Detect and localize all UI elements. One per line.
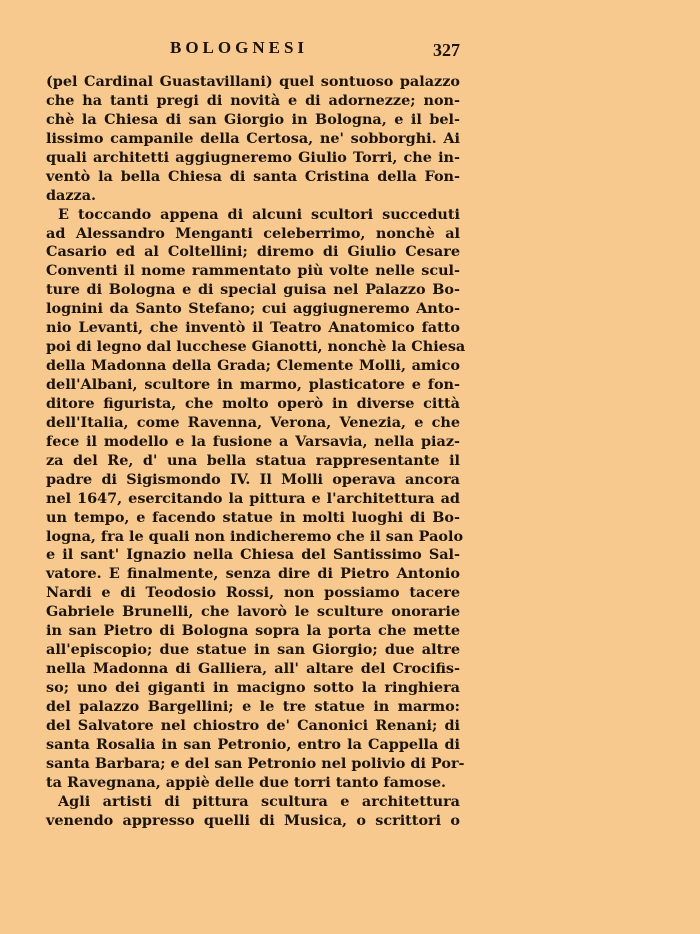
text-line: all'episcopio; due statue in san Giorgio; due altre <box>46 641 460 659</box>
text-line: della Madonna della Grada; Clemente Molli, amico <box>46 357 460 375</box>
body-text <box>46 73 466 831</box>
text-line: ventò la bella Chiesa di santa Cristina della Fon- <box>46 167 460 185</box>
text-line: nella Madonna di Galliera, all' altare del Crocifis- <box>46 660 460 678</box>
text-line: poi di legno dal lucchese Gianotti, nonchè la Chiesa <box>46 338 466 356</box>
text-line: fece il modello e la fusione a Varsavia, nella piaz- <box>46 432 460 450</box>
text-line: e il sant' Ignazio nella Chiesa del Santissimo Sal- <box>46 546 460 564</box>
text-line: dell'Albani, scultore in marmo, plasticatore e fon- <box>46 376 460 393</box>
text-line: padre di Sigismondo IV. Il Molli operava ancora <box>46 470 460 488</box>
text-line: so; uno dei giganti in macigno sotto la ringhiera <box>46 679 460 696</box>
text-line: ture di Bologna e di special guisa nel Palazzo Bo- <box>46 281 460 299</box>
text-line: Nardi e di Teodosio Rossi, non possiamo tacere <box>46 584 460 602</box>
text-line: Gabriele Brunelli, che lavorò le sculture onorarie <box>46 603 460 621</box>
text-line: Conventi il nome rammentato più volte nelle scul- <box>46 262 460 280</box>
text-line: nio Levanti, che inventò il Teatro Anatomico fatto <box>46 319 460 337</box>
text-line: E toccando appena di alcuni scultori succeduti <box>58 205 460 223</box>
text-line: (pel Cardinal Guastavillani) quel sontuoso palazzo <box>46 73 460 90</box>
page-header <box>46 38 460 64</box>
text-line: un tempo, e facendo statue in molti luoghi di Bo- <box>46 508 460 526</box>
text-line: che ha tanti pregi di novità e di adornezze; non- <box>46 91 460 109</box>
running-title: BOLOGNESI <box>170 38 309 57</box>
text-line: santa Barbara; e del san Petronio nel polivio di Por- <box>46 754 465 772</box>
text-line: ta Ravegnana, appiè delle due torri tanto famose. <box>46 773 447 791</box>
text-line: lissimo campanile della Certosa, ne' sobborghi. Ai <box>46 129 460 147</box>
text-line: logna, fra le quali non indicheremo che il san Paolo <box>46 527 464 545</box>
text-line: santa Rosalia in san Petronio, entro la Cappella di <box>46 735 460 753</box>
text-line: chè la Chiesa di san Giorgio in Bologna, e il bel- <box>46 110 460 128</box>
text-line: vatore. E finalmente, senza dire di Pietro Antonio <box>46 565 460 583</box>
text-line: dazza. <box>46 186 97 204</box>
text-line: lognini da Santo Stefano; cui aggiugneremo Anto- <box>46 300 460 318</box>
text-line: dell'Italia, come Ravenna, Verona, Venezia, e che <box>46 413 460 431</box>
text-line: nel 1647, esercitando la pittura e l'architettura ad <box>46 489 460 507</box>
text-line: ditore figurista, che molto operò in diverse città <box>46 394 460 412</box>
text-line: venendo appresso quelli di Musica, o scrittori o <box>46 811 460 829</box>
page-number: 327 <box>433 40 460 60</box>
text-line: Agli artisti di pittura scultura e architettura <box>58 792 460 810</box>
text-line: del palazzo Bargellini; e le tre statue in marmo: <box>46 697 460 715</box>
text-line: Casario ed al Coltellini; diremo di Giulio Cesare <box>46 243 460 261</box>
text-line: del Salvatore nel chiostro de' Canonici Renani; di <box>46 716 460 734</box>
text-line: in san Pietro di Bologna sopra la porta che mette <box>46 622 460 640</box>
text-line: ad Alessandro Menganti celeberrimo, nonchè al <box>46 224 460 242</box>
text-line: za del Re, d' una bella statua rappresentante il <box>46 451 460 469</box>
text-line: quali architetti aggiugneremo Giulio Torri, che in- <box>46 148 460 166</box>
